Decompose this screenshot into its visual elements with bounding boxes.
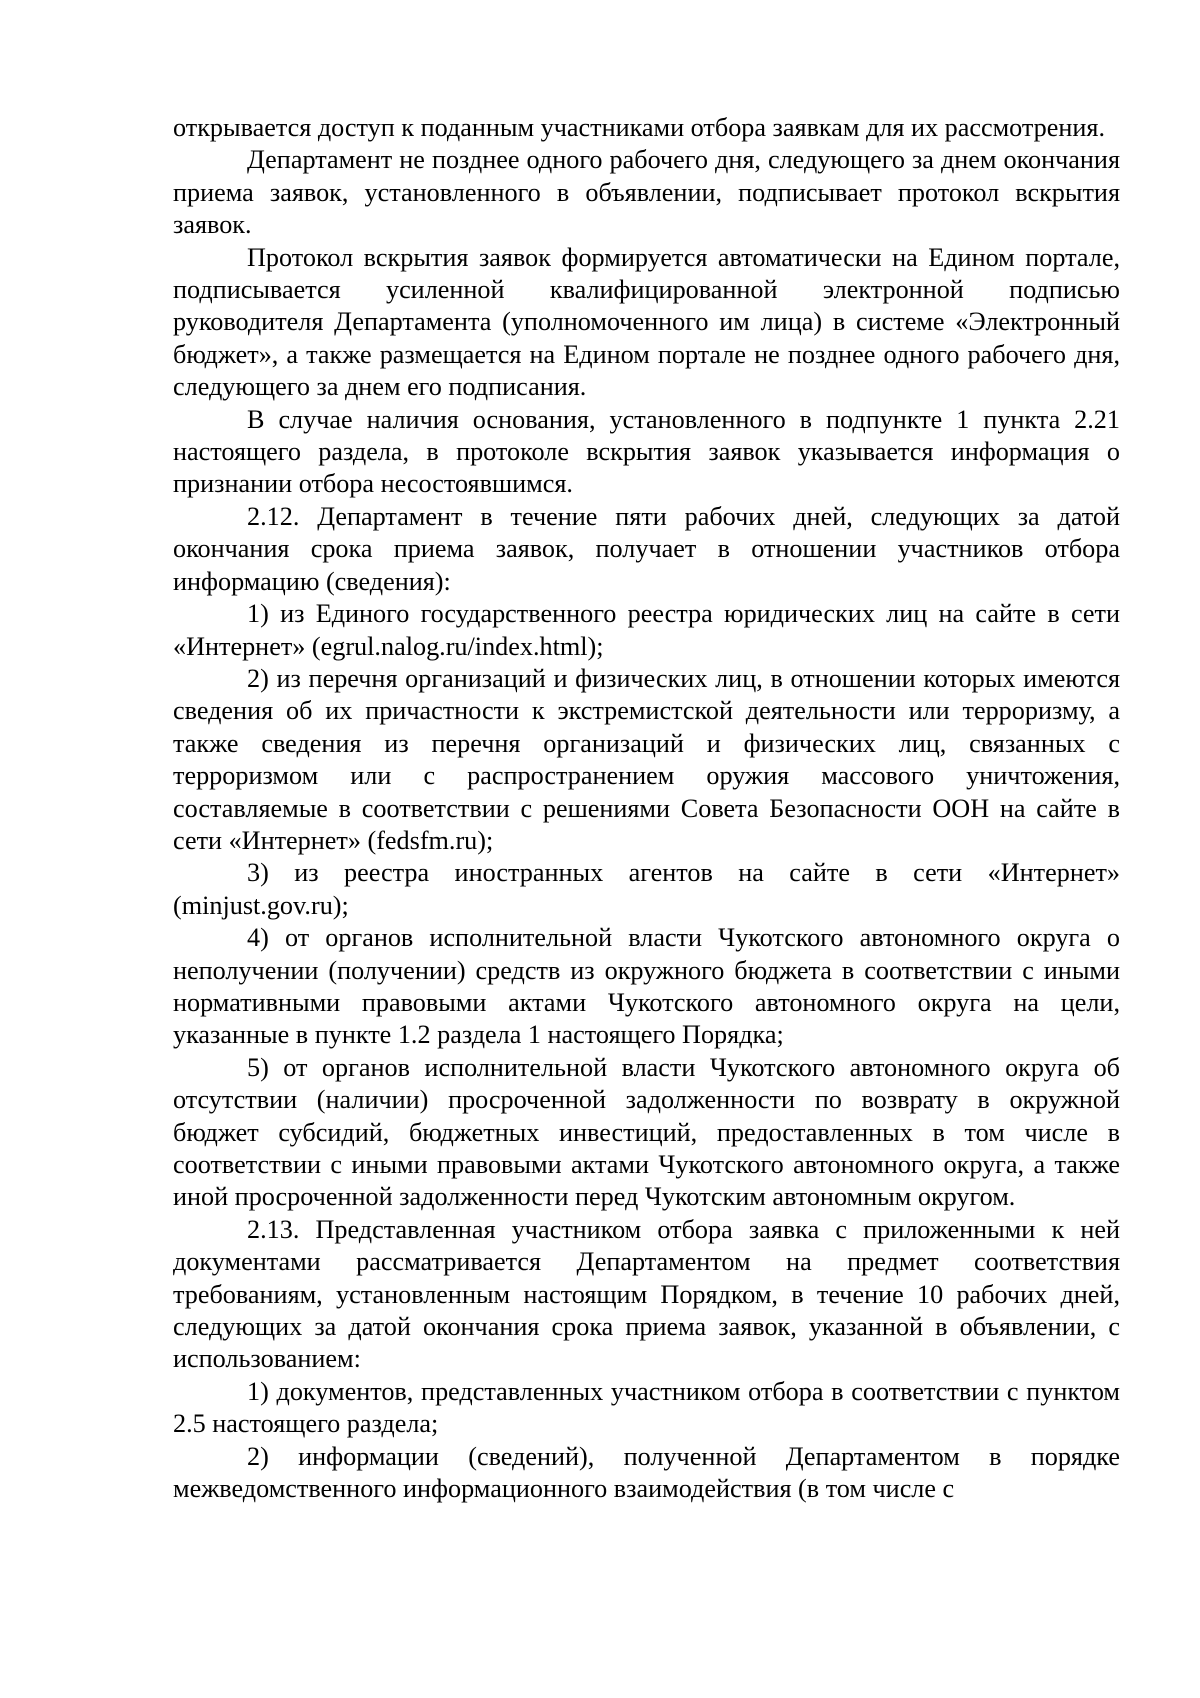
paragraph-protocol-forming: Протокол вскрытия заявок формируется автоматически на Едином портале, подписывается усиленной квалифицированной электронной подписью руководителя Департамента (уполномоченного им лица) в системе «Электронный бюджет», а также размещается на Едином портале не позднее одного рабочего дня, следующего за днем его подписания. xyxy=(173,242,1120,402)
paragraph-failed-selection: В случае наличия основания, установленного в подпункте 1 пункта 2.21 настоящего раздела, в протоколе вскрытия заявок указывается информация о признании отбора несостоявшимся. xyxy=(173,404,1120,499)
list-item-2-12-1: 1) из Единого государственного реестра юридических лиц на сайте в сети «Интернет» (egrul.nalog.ru/index.html); xyxy=(173,599,1120,661)
list-item-2-12-5: 5) от органов исполнительной власти Чукотского автономного округа об отсутствии (наличии) просроченной задолженности по возврату в окружной бюджет субсидий, бюджетных инвестиций, предоставленных в том числе в соответствии с иными правовыми актами Чукотского автономного округа, а также иной просроченной задолженности перед Чукотским автономным округом. xyxy=(173,1052,1120,1212)
document-page xyxy=(173,112,1120,1505)
paragraph-protocol-signing: Департамент не позднее одного рабочего дня, следующего за днем окончания приема заявок, установленного в объявлении, подписывает протокол вскрытия заявок. xyxy=(173,145,1120,240)
list-item-2-12-2: 2) из перечня организаций и физических лиц, в отношении которых имеются сведения об их причастности к экстремистской деятельности или терроризму, а также сведения из перечня организаций и физических лиц, связанных с терроризмом или с распространением оружия массового уничтожения, составляемые в соответствии с решениями Совета Безопасности ООН на сайте в сети «Интернет» (fedsfm.ru); xyxy=(173,663,1120,855)
paragraph-2-12: 2.12. Департамент в течение пяти рабочих дней, следующих за датой окончания срока приема заявок, получает в отношении участников отбора информацию (сведения): xyxy=(173,501,1120,596)
paragraph-2-13: 2.13. Представленная участником отбора заявка с приложенными к ней документами рассматривается Департаментом на предмет соответствия требованиям, установленным настоящим Порядком, в течение 10 рабочих дней, следующих за датой окончания срока приема заявок, указанной в объявлении, с использованием: xyxy=(173,1214,1120,1374)
list-item-2-12-4: 4) от органов исполнительной власти Чукотского автономного округа о неполучении (получении) средств из окружного бюджета в соответствии с иными нормативными правовыми актами Чукотского автономного округа на цели, указанные в пункте 1.2 раздела 1 настоящего Порядка; xyxy=(173,923,1120,1050)
list-item-2-13-1: 1) документов, представленных участником отбора в соответствии с пунктом 2.5 настоящего раздела; xyxy=(173,1376,1120,1439)
paragraph-continuation: открывается доступ к поданным участниками отбора заявкам для их рассмотрения. xyxy=(173,113,1106,142)
list-item-2-12-3: 3) из реестра иностранных агентов на сайте в сети «Интернет» (minjust.gov.ru); xyxy=(173,858,1120,920)
list-item-2-13-2: 2) информации (сведений), полученной Департаментом в порядке межведомственного информационного взаимодействия (в том числе с xyxy=(173,1441,1120,1504)
